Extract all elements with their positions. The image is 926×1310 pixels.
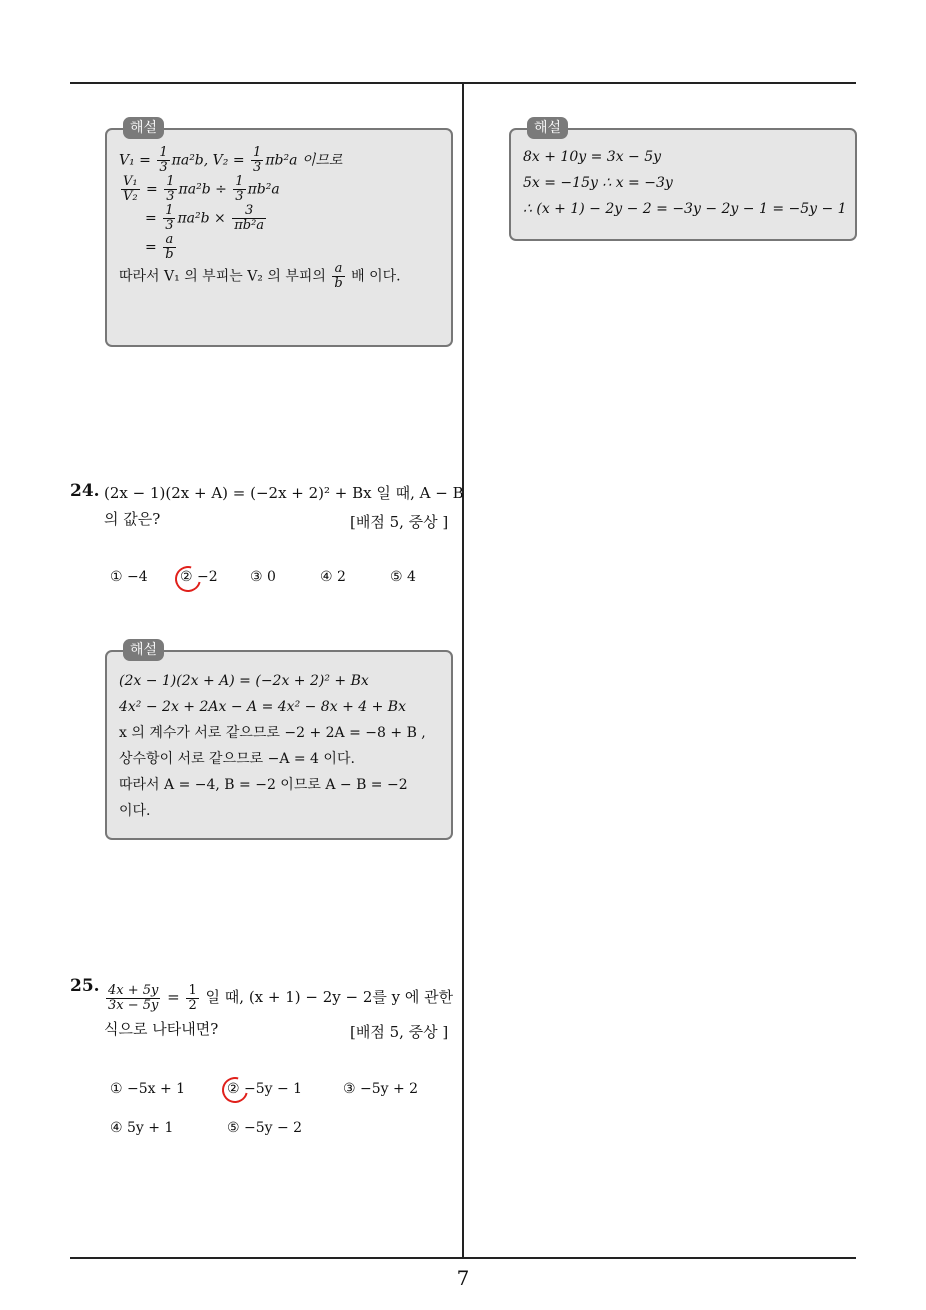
box1-line2: $\frac{\text{V₁}}{\text{V₂}}$ = $\frac{1}{3}$ πa²b ÷ $\frac{1}{3}$ πb²a [123, 174, 280, 204]
answer-mark [217, 1072, 253, 1108]
page-number: 7 [456, 1266, 470, 1290]
solution-tag: 해설 [123, 639, 164, 661]
box2-line2: 4x² − 2x + 2Ax − A = 4x² − 8x + 4 + Bx [119, 699, 406, 715]
box2-line1: (2x − 1)(2x + A) = (−2x + 2)² + Bx [119, 673, 369, 689]
box1-line3: = $\frac{1}{3}$ πa²b × $\frac{3}{\text{πb²a}}$ [145, 203, 265, 233]
solution-box-24 [105, 642, 453, 840]
solution-tag: 해설 [123, 117, 164, 139]
box2-line4: 상수항이 서로 같으므로 −A = 4 이다. [119, 751, 355, 767]
q24-choice-3[interactable]: ③ 0 [250, 569, 276, 585]
bottom-rule [70, 1257, 856, 1259]
q24-choice-4[interactable]: ④ 2 [320, 569, 346, 585]
q25-choice-3[interactable]: ③ −5y + 2 [343, 1081, 419, 1097]
q25-choice-1[interactable]: ① −5x + 1 [110, 1081, 186, 1097]
q25-choice-4[interactable]: ④ 5y + 1 [110, 1120, 174, 1136]
q24-choice-5[interactable]: ⑤ 4 [390, 569, 416, 585]
box-right-line2: 5x = −15y ∴ x = −3y [523, 175, 673, 191]
box1-line1: V₁ = $\frac{1}{3}$ πa²b, V₂ = $\frac{1}{3}$ πb²a 이므로 [119, 145, 343, 175]
solution-tag: 해설 [527, 117, 568, 139]
solution-box-25 [509, 120, 857, 241]
q24-meta: [배점 5, 중상 ] [350, 513, 449, 531]
q25-choice-2[interactable]: ② −5y − 1 [227, 1081, 303, 1097]
answer-mark [170, 561, 206, 597]
q25-choice-5[interactable]: ⑤ −5y − 2 [227, 1120, 303, 1136]
q24-choice-2[interactable]: ② −2 [180, 569, 218, 585]
q25-text-line1: $\frac{4x + 5y}{3x - 5y}$ = $\frac{1}{2}$ 일 때, (x + 1) − 2y − 2를 y 에 관한 [108, 982, 454, 1013]
q25-text-line2: 식으로 나타내면? [104, 1020, 219, 1038]
box-right-line1: 8x + 10y = 3x − 5y [523, 149, 662, 165]
box2-line5: 따라서 A = −4, B = −2 이므로 A − B = −2 [119, 777, 408, 793]
question-number-25: 25. [70, 976, 100, 996]
q24-text-line2: 의 값은? [104, 510, 161, 528]
box2-line6: 이다. [119, 803, 151, 819]
box2-line3: x 의 계수가 서로 같으므로 −2 + 2A = −8 + B , [119, 725, 426, 741]
solution-box-23 [105, 120, 453, 347]
box1-line4: = $\frac{a}{b}$ [145, 232, 174, 262]
column-divider [462, 84, 464, 1259]
q24-text-line1: (2x − 1)(2x + A) = (−2x + 2)² + Bx 일 때, A − B [104, 484, 464, 502]
q25-meta: [배점 5, 중상 ] [350, 1023, 449, 1041]
box-right-line3: ∴ (x + 1) − 2y − 2 = −3y − 2y − 1 = −5y − 1 [523, 201, 847, 217]
box1-line5: 따라서 V₁ 의 부피는 V₂ 의 부피의 $\frac{a}{b}$ 배 이다. [119, 261, 401, 291]
q24-choice-1[interactable]: ① −4 [110, 569, 148, 585]
question-number-24: 24. [70, 481, 100, 501]
